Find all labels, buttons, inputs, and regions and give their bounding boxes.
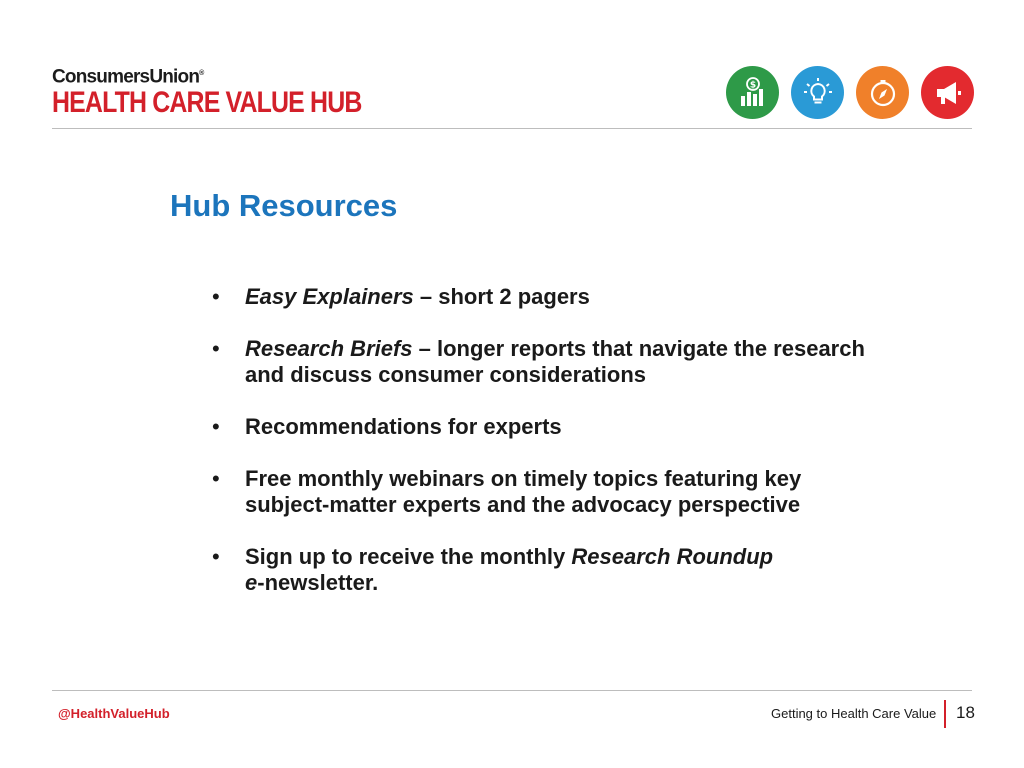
list-item: • Recommendations for experts bbox=[212, 414, 562, 439]
header-icon-row bbox=[726, 66, 974, 119]
footer-caption: Getting to Health Care Value bbox=[771, 706, 937, 721]
list-item: • Easy Explainers – short 2 pagers bbox=[212, 284, 590, 309]
footer-separator bbox=[944, 700, 946, 728]
consumers-union-logo bbox=[52, 64, 425, 119]
logo-org-name: ConsumersUnion® bbox=[52, 66, 205, 88]
slide-title: Hub Resources bbox=[170, 188, 398, 223]
compass-icon bbox=[856, 66, 909, 119]
logo-hub-name: HEALTH CARE VALUE HUB bbox=[52, 86, 362, 120]
megaphone-icon bbox=[921, 66, 974, 119]
footer-divider bbox=[52, 690, 972, 691]
resource-list bbox=[212, 284, 872, 622]
dollar-chart-icon bbox=[726, 66, 779, 119]
lightbulb-icon bbox=[791, 66, 844, 119]
list-item: • Free monthly webinars on timely topics featuring key subject-matter experts and the advocacy perspective bbox=[212, 466, 802, 517]
svg-text:$: $ bbox=[749, 80, 756, 90]
list-item: • Research Briefs – longer reports that navigate the research and discuss consumer considerations bbox=[212, 336, 865, 387]
twitter-handle: @HealthValueHub bbox=[58, 706, 170, 721]
list-item: • Sign up to receive the monthly Research Roundup e-newsletter. bbox=[212, 544, 774, 595]
header-divider bbox=[52, 128, 972, 129]
page-number: 18 bbox=[956, 703, 975, 722]
